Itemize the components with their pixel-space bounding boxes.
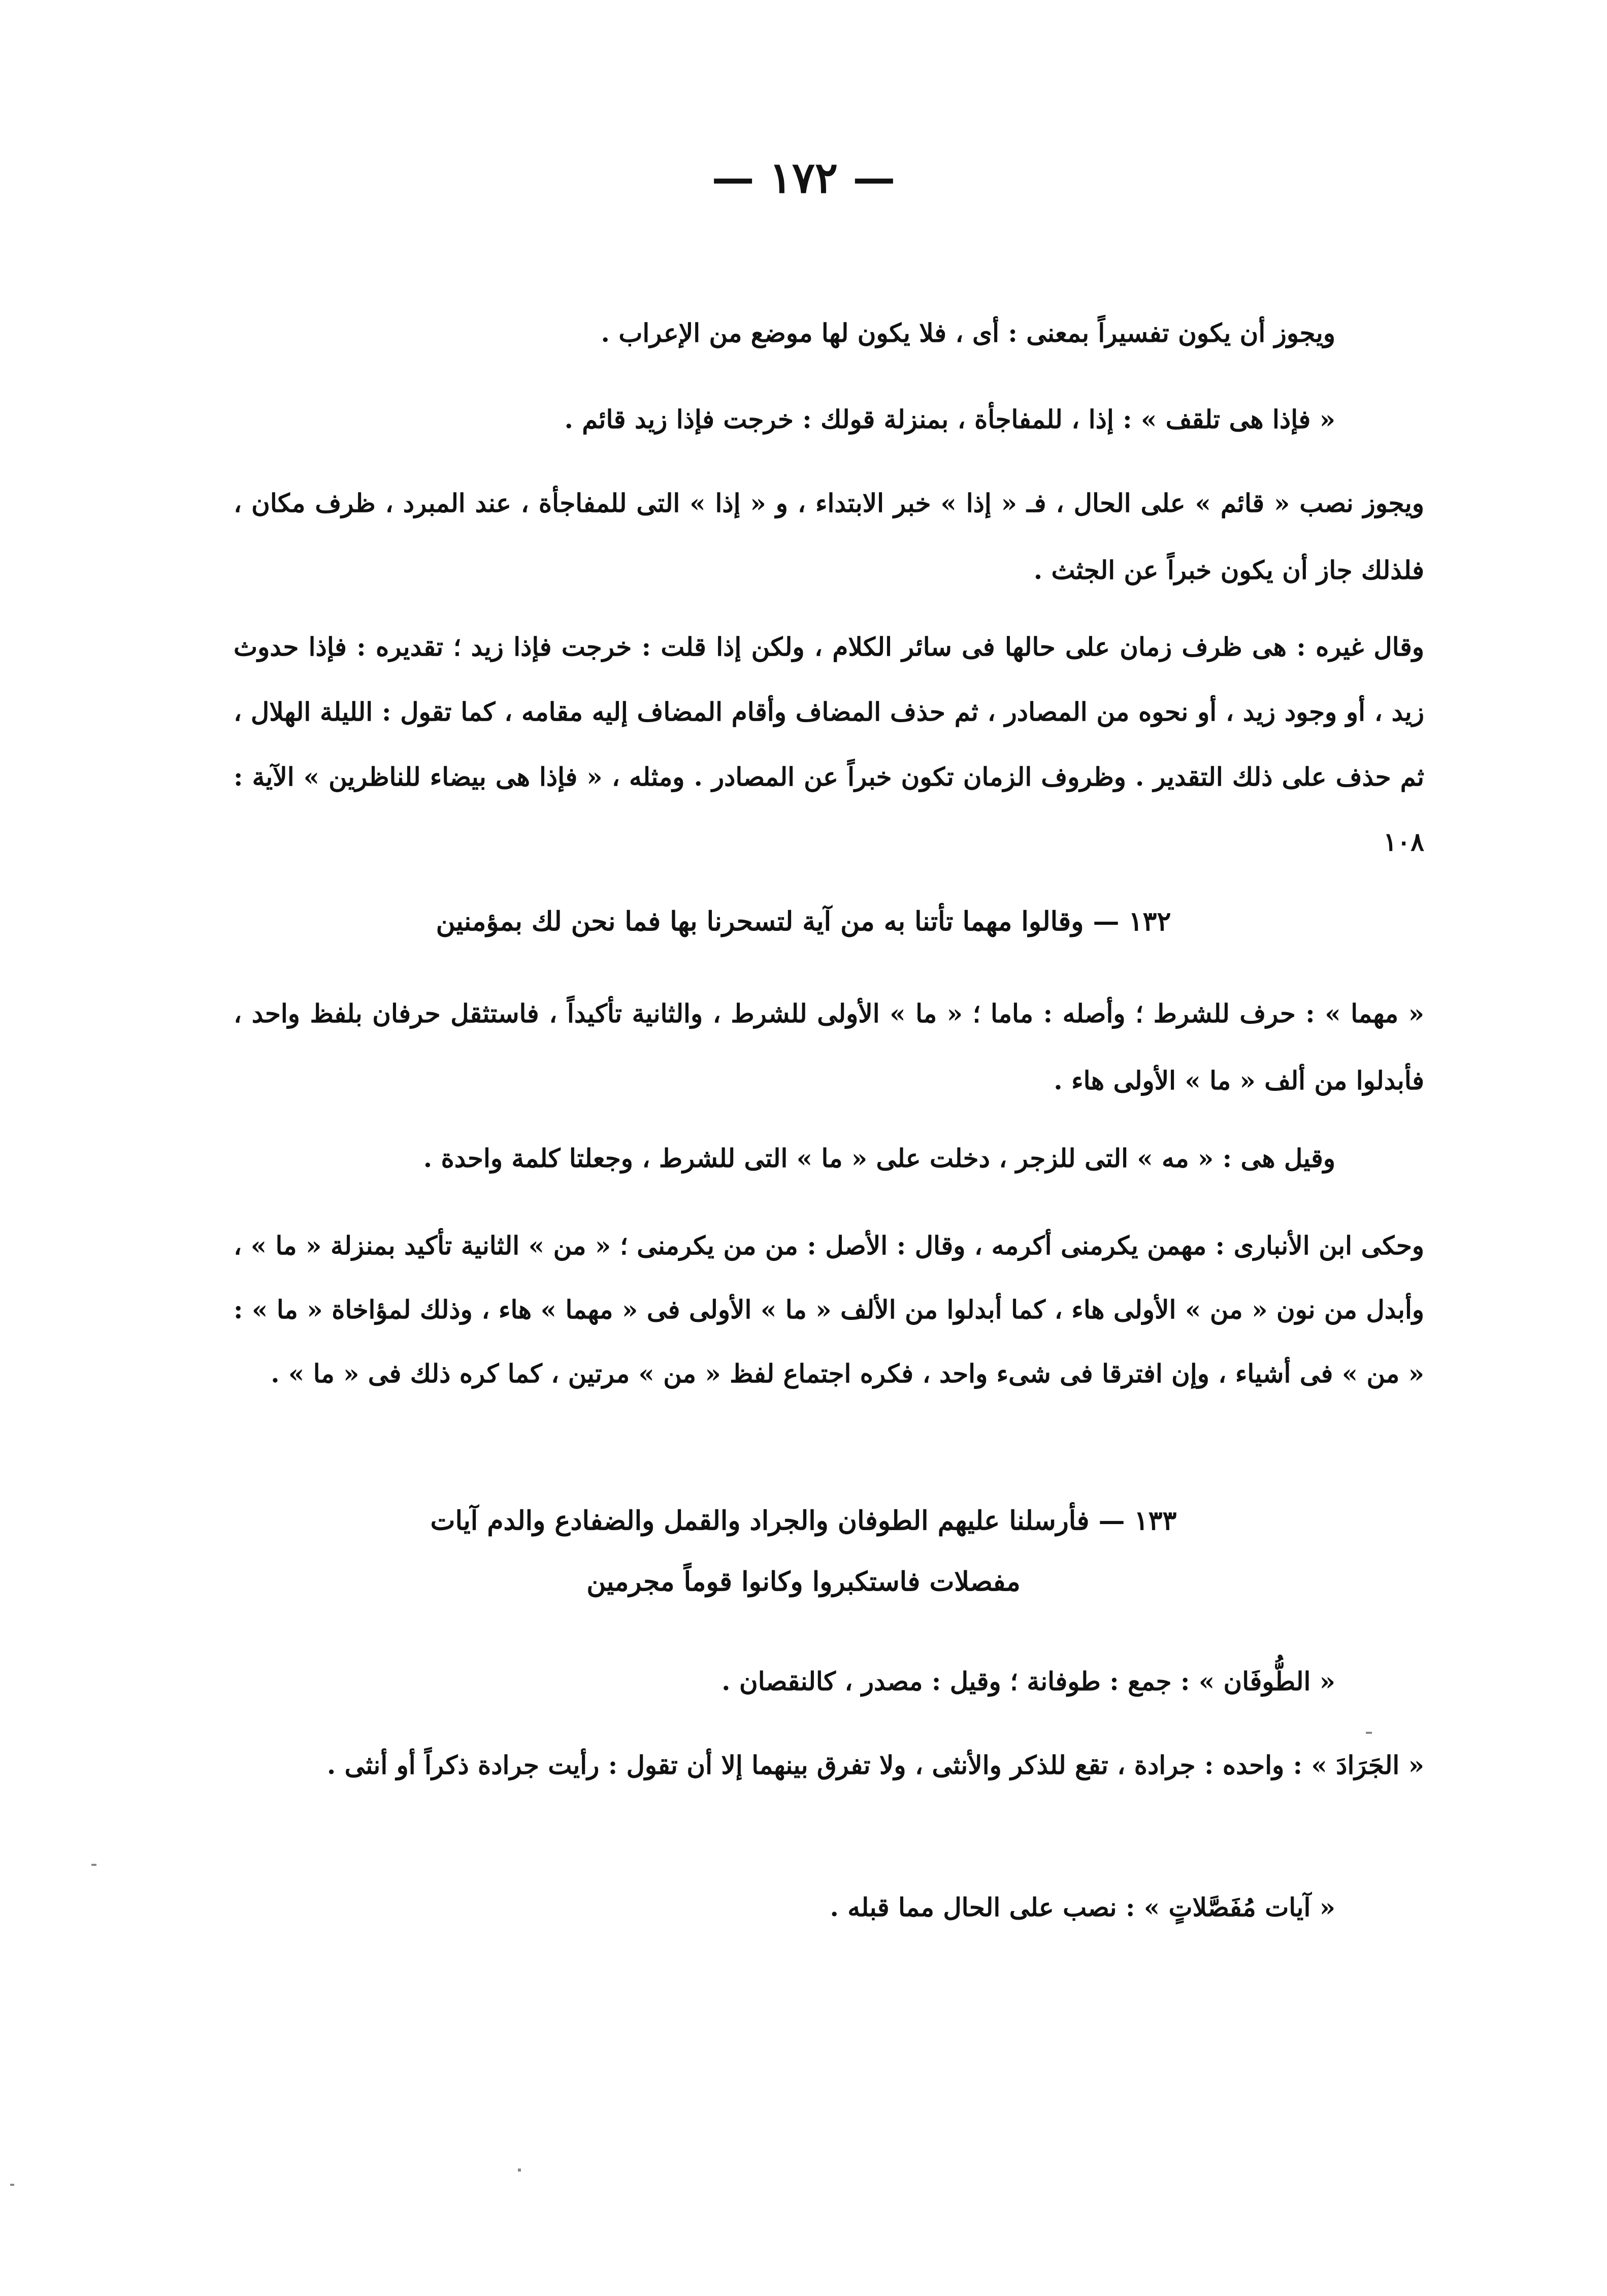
paragraph (234, 1648, 1335, 1715)
paragraph-text: « الجَرَادَ » : واحده : جرادة ، تقع للذكر والأنثى ، ولا تفرق بينهما إلا أن تقول : رأيت جرادة ذكراً أو أنثى . (326, 1750, 1424, 1780)
paragraph (234, 1732, 1424, 1799)
paragraph-text: ويجوز نصب « قائم » على الحال ، فـ « إذا » خبر الابتداء ، و « إذا » التى للمفاجأة ، عند المبرد ، ظرف مكان ، فلذلك جاز أن يكون خبراً عن الجثث . (234, 488, 1424, 585)
paragraph-text: « مهما » : حرف للشرط ؛ وأصله : ماما ؛ « ما » الأولى للشرط ، والثانية تأكيداً ، فاستثقل حرفان بلفظ واحد ، فأبدلوا من ألف « ما » الأولى هاء . (234, 998, 1424, 1095)
paragraph (234, 1214, 1424, 1406)
paragraph (234, 470, 1424, 604)
verse-line: مفصلات فاستكبروا وكانوا قوماً مجرمين (586, 1566, 1021, 1597)
scan-speck (10, 2184, 14, 2186)
paragraph-text: وقيل هى : « مه » التى للزجر ، دخلت على « ما » التى للشرط ، وجعلتا كلمة واحدة . (423, 1143, 1335, 1173)
paragraph-text: « آيات مُفَصَّلاتٍ » : نصب على الحال مما قبله . (830, 1892, 1335, 1922)
paragraph-text: وقال غيره : هى ظرف زمان على حالها فى سائر الكلام ، ولكن إذا قلت : خرجت فإذا زيد ؛ تقديره : فإذا حدوث زيد ، أو وجود زيد ، أو نحوه من المصادر ، ثم حذف المضاف وأقام المضاف إليه مقامه ، كما تقول : الليلة الهلال ، ثم حذف على ذلك التقدير . وظروف الزمان تكون خبراً عن المصادر . ومثله ، « فإذا هى بيضاء للناظرين » الآية : ١٠٨ (234, 632, 1424, 857)
verse-line: ١٣٣ — فأرسلنا عليهم الطوفان والجراد والقمل والضفادع والدم آيات (430, 1505, 1177, 1536)
scan-speck (1366, 1732, 1372, 1734)
paragraph (234, 300, 1335, 367)
paragraph (234, 615, 1424, 875)
paragraph-text: « الطُّوفَان » : جمع : طوفانة ؛ وقيل : مصدر ، كالنقصان . (721, 1666, 1335, 1696)
paragraph-text: ويجوز أن يكون تفسيراً بمعنى : أى ، فلا يكون لها موضع من الإعراب . (601, 318, 1335, 348)
verse-line: ١٣٢ — وقالوا مهما تأتنا به من آية لتسحرنا بها فما نحن لك بمؤمنين (436, 906, 1171, 937)
scan-speck (518, 2169, 521, 2172)
scan-speck (91, 1864, 96, 1866)
quran-verse (0, 1491, 1607, 1612)
paragraph-text: « فإذا هى تلقف » : إذا ، للمفاجأة ، بمنزلة قولك : خرجت فإذا زيد قائم . (564, 404, 1335, 434)
paragraph-text: وحكى ابن الأنبارى : مهمن يكرمنى أكرمه ، وقال : الأصل : من من يكرمنى ؛ « من » الثانية تأكيد بمنزلة « ما » ، وأبدل من نون « من » الأولى هاء ، كما أبدلوا من الألف « ما » الأولى فى « مهما » هاء ، وذلك لمؤاخاة « ما » : « من » فى أشياء ، وإن افترقا فى شىء واحد ، فكره اجتماع لفظ « من » مرتين ، كما كره ذلك فى « ما » . (234, 1231, 1424, 1388)
quran-verse (0, 891, 1607, 952)
paragraph (234, 980, 1424, 1114)
paragraph (234, 386, 1335, 453)
page-number: — ١٧٢ — (711, 152, 896, 203)
paragraph (234, 1125, 1335, 1192)
paragraph (234, 1874, 1335, 1941)
